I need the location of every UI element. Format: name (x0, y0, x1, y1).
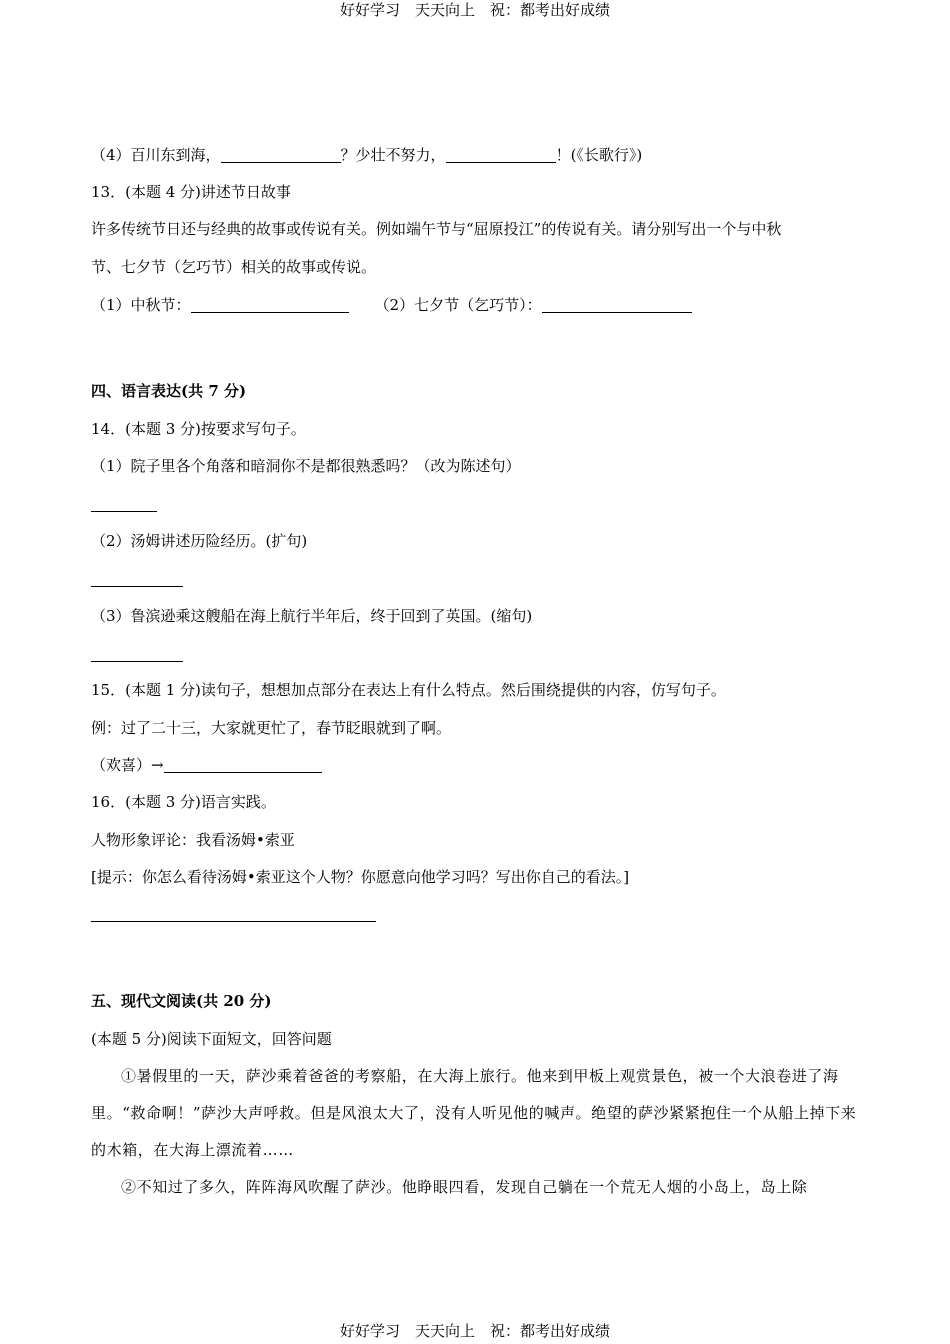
answer-line[interactable] (91, 661, 183, 662)
section-5-title: 五、现代文阅读(共 20 分) (91, 992, 272, 1010)
answer-blank[interactable] (542, 296, 692, 313)
q14-item3: （3）鲁滨逊乘这艘船在海上航行半年后，终于回到了英国。(缩句) (91, 607, 533, 625)
q12-item4-middle: ？少壮不努力， (340, 146, 446, 164)
q13-item2-label: （2）七夕节（乞巧节）： (374, 296, 542, 314)
q14-title: 14．(本题 3 分)按要求写句子。 (91, 420, 306, 438)
reading-paragraph-2: ②不知过了多久，阵阵海风吹醒了萨沙。他睁眼四看，发现自己躺在一个荒无人烟的小岛上，岛上除 (121, 1178, 808, 1196)
q16-topic: 人物形象评论：我看汤姆•索亚 (91, 831, 295, 849)
answer-line[interactable] (91, 586, 183, 587)
q13-title: 13．(本题 4 分)讲述节日故事 (91, 183, 291, 201)
q13-text-line1: 许多传统节日还与经典的故事或传说有关。例如端午节与“屈原投江”的传说有关。请分别写出一个与中秋 (91, 220, 782, 238)
reading-paragraph-1: ①暑假里的一天，萨沙乘着爸爸的考察船，在大海上旅行。他来到甲板上观赏景色，被一个大浪卷进了海里。“救命啊！”萨沙大声呼救。但是风浪太大了，没有人听见他的喊声。绝望的萨沙紧紧抱住一个从船上掉下来的木箱，在大海上漂流着…… (91, 1067, 857, 1159)
answer-blank[interactable] (221, 146, 341, 163)
q12-item4-prefix: （4）百川东到海， (91, 146, 221, 164)
section-4-title: 四、语言表达(共 7 分) (91, 382, 247, 400)
q13-item1-label: （1）中秋节： (91, 296, 191, 314)
q13-items (91, 294, 692, 316)
q14-item2: （2）汤姆讲述历险经历。(扩句) (91, 532, 308, 550)
answer-line[interactable] (91, 921, 376, 922)
answer-blank[interactable] (191, 296, 349, 313)
page-header: 好好学习 天天向上 祝：都考出好成绩 (339, 1, 610, 19)
q15-title: 15．(本题 1 分)读句子，想想加点部分在表达上有什么特点。然后围绕提供的内容，仿写句子。 (91, 681, 726, 699)
answer-blank[interactable] (164, 756, 322, 773)
q15-prompt-line (91, 754, 322, 776)
q16-hint: [提示：你怎么看待汤姆•索亚这个人物？你愿意向他学习吗？写出你自己的看法。] (91, 868, 630, 886)
q15-prompt: （欢喜）→ (91, 756, 164, 774)
q16-title: 16．(本题 3 分)语言实践。 (91, 793, 276, 811)
reading-intro: (本题 5 分)阅读下面短文，回答问题 (91, 1030, 332, 1048)
answer-blank[interactable] (446, 146, 556, 163)
answer-line[interactable] (91, 511, 157, 512)
q13-text-line2: 节、七夕节（乞巧节）相关的故事或传说。 (91, 258, 377, 276)
q12-item4-suffix: ！(《长歌行》) (555, 146, 643, 164)
q14-item1: （1）院子里各个角落和暗洞你不是都很熟悉吗？（改为陈述句） (91, 457, 521, 475)
q12-item4 (91, 144, 642, 166)
q15-example: 例：过了二十三，大家就更忙了，春节眨眼就到了啊。 (91, 719, 452, 737)
page-footer: 好好学习 天天向上 祝：都考出好成绩 (339, 1322, 610, 1340)
